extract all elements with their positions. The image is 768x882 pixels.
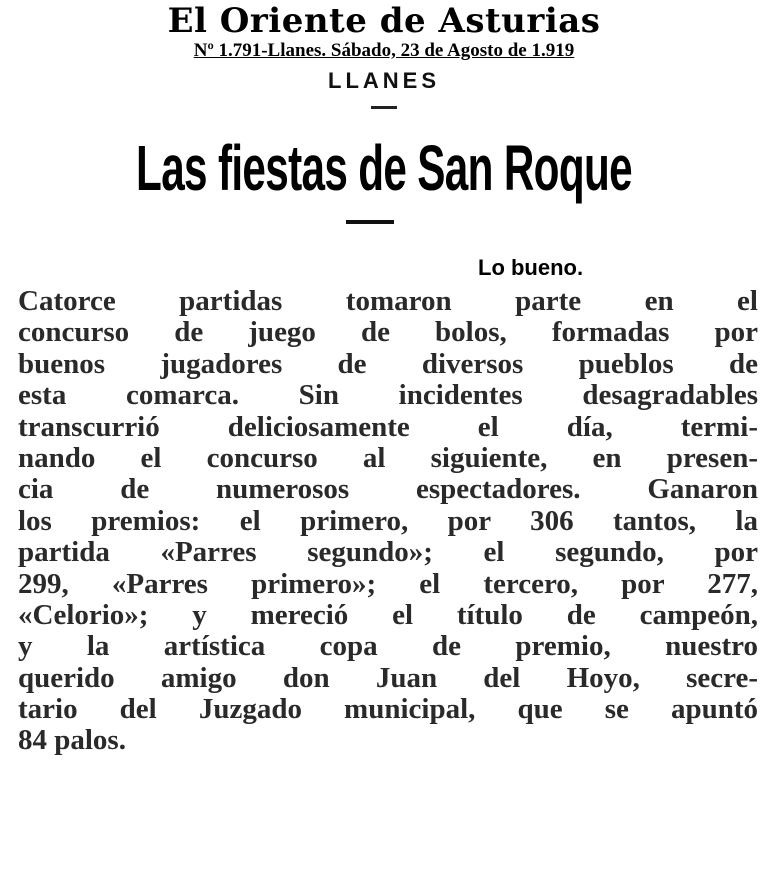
article-line: los premios: el primero, por 306 tantos, la xyxy=(18,505,758,537)
article-line: tario del Juzgado municipal, que se apuntó xyxy=(18,694,758,726)
article-body xyxy=(18,286,758,757)
article-line: transcurrió deliciosamente el día, termi- xyxy=(18,411,758,443)
section-divider xyxy=(371,106,397,109)
article-line: querido amigo don Juan del Hoyo, secre- xyxy=(18,662,758,694)
newspaper-masthead: El Oriente de Asturias xyxy=(167,1,601,41)
article-line: cia de numerosos espectadores. Ganaron xyxy=(18,474,758,506)
issue-date-line: Nº 1.791-Llanes. Sábado, 23 de Agosto de 1.919 xyxy=(193,40,575,61)
article-line: concurso de juego de bolos, formadas por xyxy=(18,317,758,349)
article-line: partida «Parres segundo»; el segundo, por xyxy=(18,537,758,569)
article-line: «Celorio»; y mereció el título de campeón, xyxy=(18,599,758,631)
article-subheading: Lo bueno. xyxy=(478,255,584,280)
section-heading: LLANES xyxy=(328,68,440,93)
article-line: y la artística copa de premio, nuestro xyxy=(18,631,758,663)
headline-rule xyxy=(346,220,394,224)
article-line: nando el concurso al siguiente, en presen- xyxy=(18,442,758,474)
article-line: 299, «Parres primero»; el tercero, por 277, xyxy=(18,568,758,600)
article-line: 84 palos. xyxy=(18,725,126,757)
article-line: buenos jugadores de diversos pueblos de xyxy=(18,348,758,380)
article-line: Catorce partidas tomaron parte en el xyxy=(18,286,758,317)
article-line: esta comarca. Sin incidentes desagradables xyxy=(18,380,758,412)
article-headline: Las fiestas de San Roque xyxy=(136,132,632,204)
